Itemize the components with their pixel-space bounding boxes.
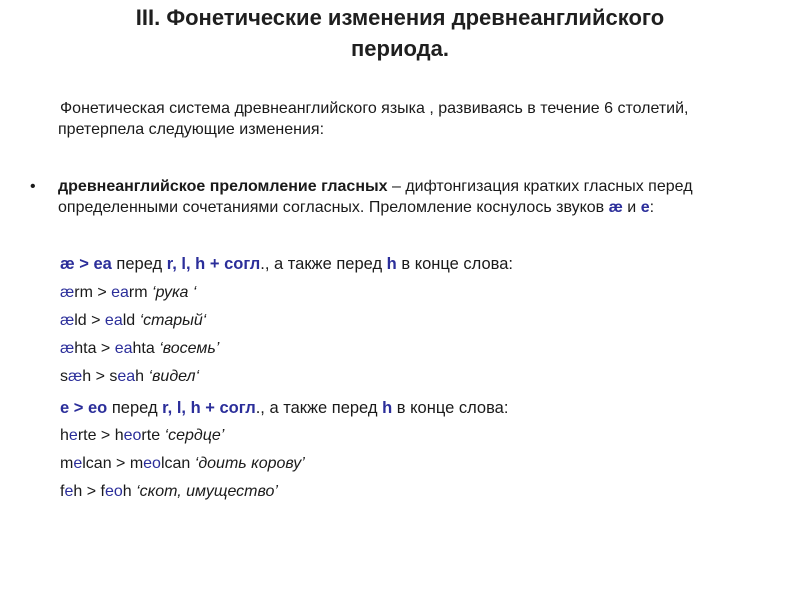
bullet-item [30, 176, 770, 218]
bullet-text [58, 176, 758, 218]
example-rest: h [82, 368, 92, 385]
bullet-term: древнеанглийское преломление гласных [58, 178, 388, 195]
example-gloss: ‘старый‘ [135, 312, 207, 329]
example-arrow: > [91, 368, 110, 385]
rule2-to: eo [88, 399, 108, 417]
example-row [60, 283, 196, 303]
example-gloss: ‘восемь’ [154, 340, 220, 357]
example-vowel: e [68, 427, 78, 444]
example-gloss: ‘рука ‘ [147, 284, 197, 301]
example-onset: m [60, 455, 74, 472]
example-rest: rm [128, 284, 148, 301]
example-onset: f [60, 483, 65, 500]
example-gloss: ‘сердце’ [160, 427, 225, 444]
example-vowel: eo [123, 427, 142, 444]
example-onset: f [100, 483, 105, 500]
example-row [60, 367, 199, 387]
title-line-1: III. Фонетические изменения древнеанглийского [135, 5, 665, 30]
rule2-from: e [60, 399, 70, 417]
bullet-and: и [622, 199, 641, 216]
rule1-consonants: r, l, h + согл [166, 255, 261, 273]
example-onset: s [109, 368, 118, 385]
example-onset: h [60, 427, 69, 444]
rule1-text-a: перед [111, 255, 167, 273]
example-rest: lcan [160, 455, 191, 472]
example-rest: h [122, 483, 132, 500]
example-arrow: > [82, 483, 101, 500]
bullet-colon: : [649, 199, 655, 216]
example-rest: h [135, 368, 145, 385]
example-gloss: ‘доить корову’ [190, 455, 305, 472]
rule1-h: h [386, 255, 397, 273]
example-rest: rte [77, 427, 97, 444]
example-rest: ld [74, 312, 87, 329]
rule1-text-b: ., а также перед [260, 255, 387, 273]
rule2-text-b: ., а также перед [255, 399, 383, 417]
example-rest: lcan [82, 455, 112, 472]
example-vowel: æ [68, 368, 83, 385]
example-vowel: ea [111, 284, 129, 301]
example-vowel: eo [143, 455, 161, 472]
rule2-text-a: перед [107, 399, 163, 417]
example-vowel: ea [114, 340, 133, 357]
rule2-arrow: > [69, 399, 88, 417]
example-arrow: > [92, 284, 112, 301]
example-arrow: > [111, 455, 130, 472]
title-line-2: периода. [351, 36, 449, 61]
rule2-consonants: r, l, h + согл [162, 399, 256, 417]
example-vowel: eo [104, 483, 123, 500]
example-gloss: ‘видел‘ [144, 368, 200, 385]
example-rest: rte [141, 427, 161, 444]
bullet-definition: – дифтонгизация кратких гласных перед определенными сочетаниями согласных. Преломление коснулось звуков [58, 178, 693, 216]
example-arrow: > [86, 312, 105, 329]
example-row [60, 482, 278, 502]
example-onset: h [114, 427, 124, 444]
example-row [60, 426, 224, 446]
example-row [60, 311, 206, 331]
example-rest: hta [74, 340, 97, 357]
example-vowel: e [73, 455, 83, 472]
rule1-from: æ [60, 255, 75, 273]
example-vowel: e [64, 483, 74, 500]
example-gloss: ‘скот, имущество’ [131, 483, 278, 500]
rule1-to: ea [93, 255, 112, 273]
rule-ae-ea [60, 254, 513, 274]
example-vowel: æ [60, 312, 75, 329]
example-arrow: > [96, 427, 115, 444]
rule1-text-c: в конце слова: [396, 255, 513, 273]
rule2-text-c: в конце слова: [392, 399, 509, 417]
example-rest: rm [74, 284, 93, 301]
example-vowel: æ [60, 340, 75, 357]
slide-title [60, 2, 740, 64]
example-row [60, 339, 219, 359]
example-onset: m [129, 455, 144, 472]
rule2-h: h [382, 399, 393, 417]
rule-e-eo [60, 398, 508, 418]
rule1-arrow: > [74, 255, 94, 273]
bullet-marker: • [30, 178, 36, 195]
intro-paragraph: Фонетическая система древнеанглийского языка , развиваясь в течение 6 столетий, претерпела следующие изменения: [58, 100, 689, 138]
example-row [60, 454, 305, 474]
example-vowel: ea [104, 312, 123, 329]
example-arrow: > [96, 340, 115, 357]
sound-e: e [640, 199, 650, 216]
example-vowel: æ [60, 284, 75, 301]
example-onset: s [60, 368, 68, 385]
example-vowel: ea [117, 368, 136, 385]
example-rest: h [73, 483, 83, 500]
sound-ae: æ [608, 199, 623, 216]
example-rest: hta [132, 340, 155, 357]
example-rest: ld [122, 312, 136, 329]
